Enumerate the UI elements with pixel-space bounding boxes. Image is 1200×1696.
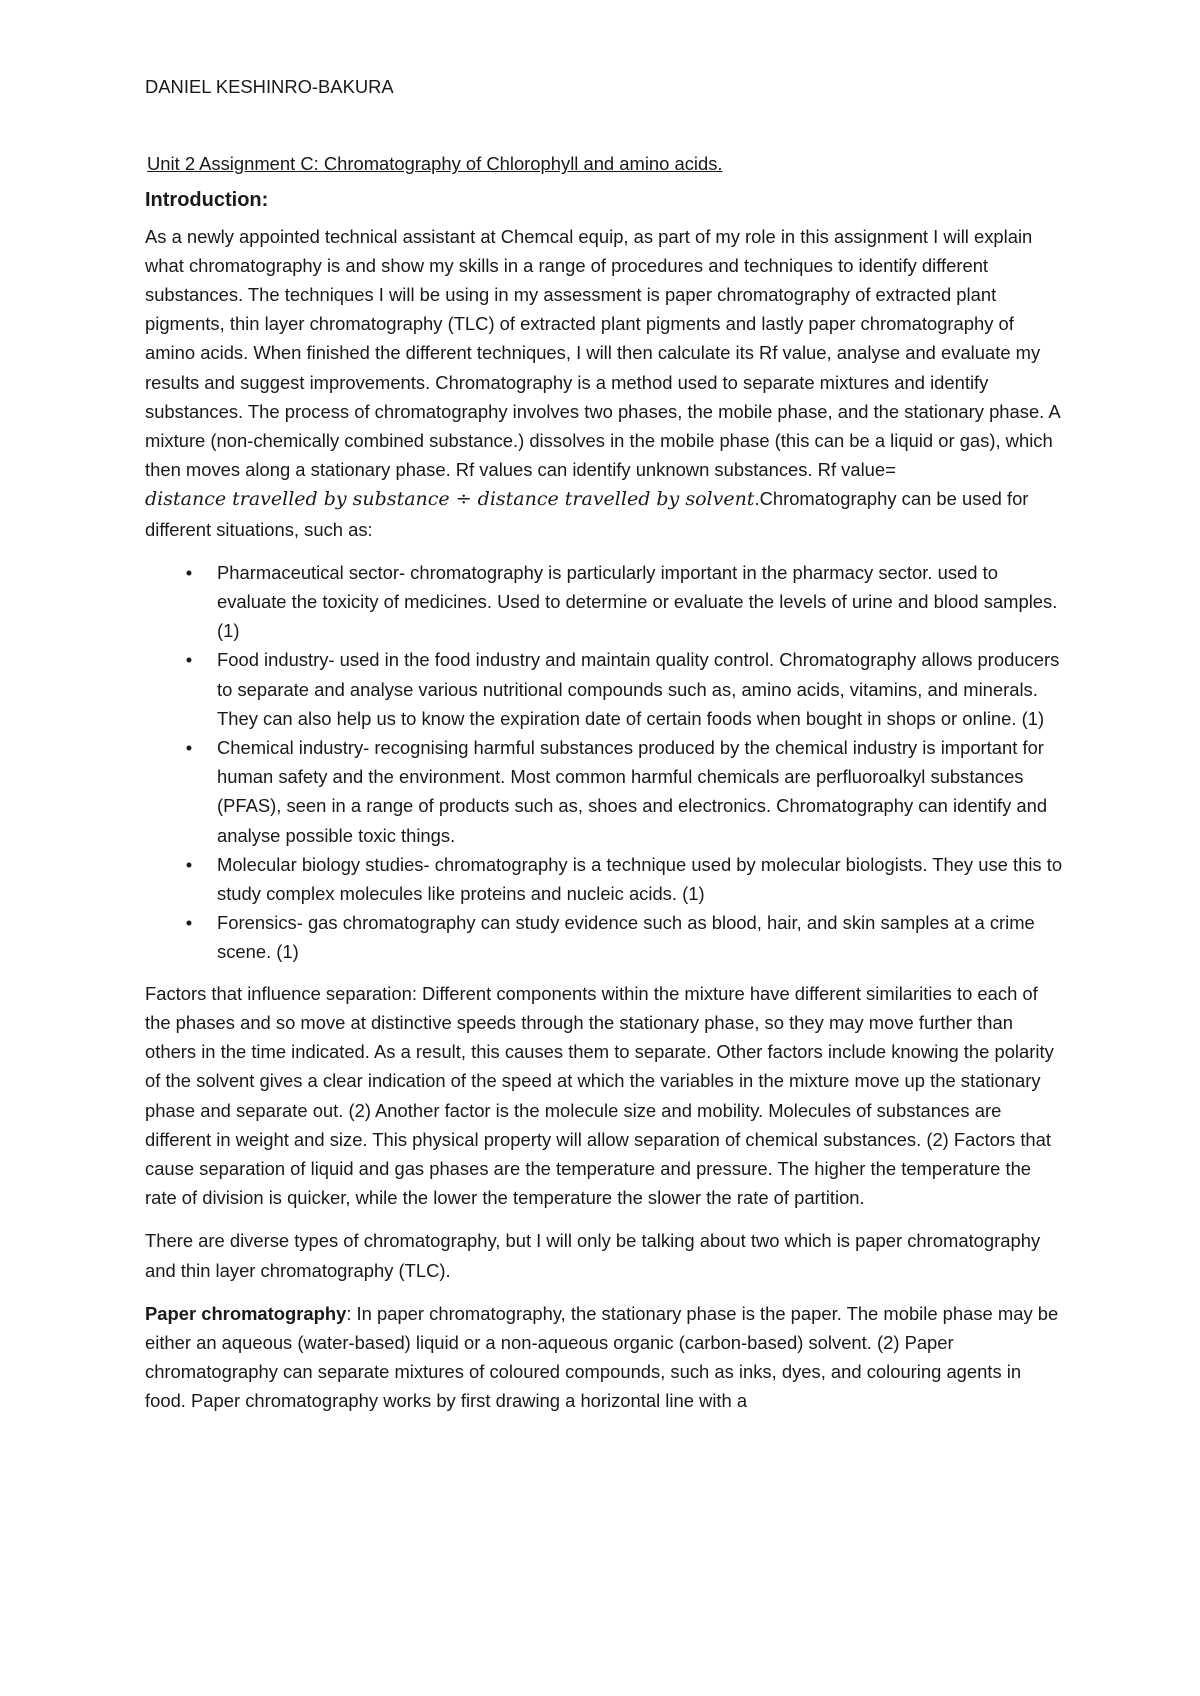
bullet-icon: • — [185, 853, 193, 875]
bullet-icon: • — [185, 737, 193, 759]
list-item-text: Forensics- gas chromatography can study evidence such as blood, hair, and skin samples at a crime scene. (1) — [217, 912, 1035, 963]
bullet-icon: • — [185, 561, 193, 583]
factors-paragraph: Factors that influence separation: Different components within the mixture have different similarities to each of the phases and so move at distinctive speeds through the stationary phase, so they may move further than others in the time indicated. As a result, this causes them to separate. Other factors include knowing the polarity of the solvent gives a clear indication of the speed at which the variables in the mixture move up the stationary phase and separate out. (2) Another factor is the molecule size and mobility. Molecules of substances are different in weight and size. This physical property will allow separation of chemical substances. (2) Factors that cause separation of liquid and gas phases are the temperature and pressure. The higher the temperature the rate of division is quicker, while the lower the temperature the slower the rate of partition. — [145, 982, 1054, 1209]
assignment-title: Unit 2 Assignment C: Chromatography of Chlorophyll and amino acids. — [147, 153, 723, 175]
types-paragraph: There are diverse types of chromatography, but I will only be talking about two which is paper chromatography and thin layer chromatography (TLC). — [145, 1230, 1041, 1281]
introduction-paragraph — [145, 222, 1065, 544]
list-item — [185, 908, 1065, 966]
list-item-text: Pharmaceutical sector- chromatography is particularly important in the pharmacy sector. used to evaluate the toxicity of medicines. Used to determine or evaluate the levels of urine and blood samples. (1) — [217, 561, 1058, 642]
introduction-heading: Introduction: — [145, 189, 269, 212]
paper-chromatography-text: : In paper chromatography, the stationary phase is the paper. The mobile phase may be either an aqueous (water-based) liquid or a non-aqueous organic (carbon-based) solvent. (2) Paper chromatography can separate mixtures of coloured compounds, such as inks, dyes, and colouring agents in food. Paper chromatography works by first drawing a horizontal line with a — [145, 1302, 1059, 1412]
list-item — [185, 850, 1065, 908]
uses-list — [145, 558, 1065, 967]
document-body — [145, 72, 1065, 1430]
paper-chromatography-label: Paper chromatography — [145, 1302, 347, 1324]
list-item — [185, 558, 1065, 646]
introduction-text-continued: .Chromatography can be used for different situations, such as: — [145, 488, 1029, 540]
list-item-text: Chemical industry- recognising harmful substances produced by the chemical industry is important for human safety and the environment. Most common harmful chemicals are perfluoroalkyl substances (PFAS), seen in a range of products such as, shoes and electronics. Chromatography can identify and analyse possible toxic things. — [217, 737, 1048, 846]
list-item-text: Food industry- used in the food industry and maintain quality control. Chromatography allows producers to separate and analyse various nutritional compounds such as, amino acids, vitamins, and minerals. They can also help us to know the expiration date of certain foods when bought in shops or online. (1) — [217, 649, 1060, 729]
introduction-text: As a newly appointed technical assistant at Chemcal equip, as part of my role in this assignment I will explain what chromatography is and show my skills in a range of procedures and techniques to identify different substances. The techniques I will be using in my assessment is paper chromatography of extracted plant pigments, thin layer chromatography (TLC) of extracted plant pigments and lastly paper chromatography of amino acids. When finished the different techniques, I will then calculate its Rf value, analyse and evaluate my results and suggest improvements. Chromatography is a method used to separate mixtures and identify substances. The process of chromatography involves two phases, the mobile phase, and the stationary phase. A mixture (non-chemically combined substance.) dissolves in the mobile phase (this can be a liquid or gas), which then moves along a stationary phase. Rf values can identify unknown substances. Rf value= — [145, 225, 1060, 481]
list-item-text: Molecular biology studies- chromatography is a technique used by molecular biologists. They use this to study complex molecules like proteins and nucleic acids. (1) — [217, 853, 1063, 905]
rf-formula: distance travelled by substance ÷ distance travelled by solvent — [145, 488, 755, 511]
list-item — [185, 733, 1065, 850]
list-item — [185, 645, 1065, 733]
author-name: DANIEL KESHINRO-BAKURA — [145, 76, 394, 97]
bullet-icon: • — [185, 912, 193, 934]
paper-chromatography-paragraph — [145, 1299, 1065, 1416]
bullet-icon: • — [185, 649, 193, 671]
